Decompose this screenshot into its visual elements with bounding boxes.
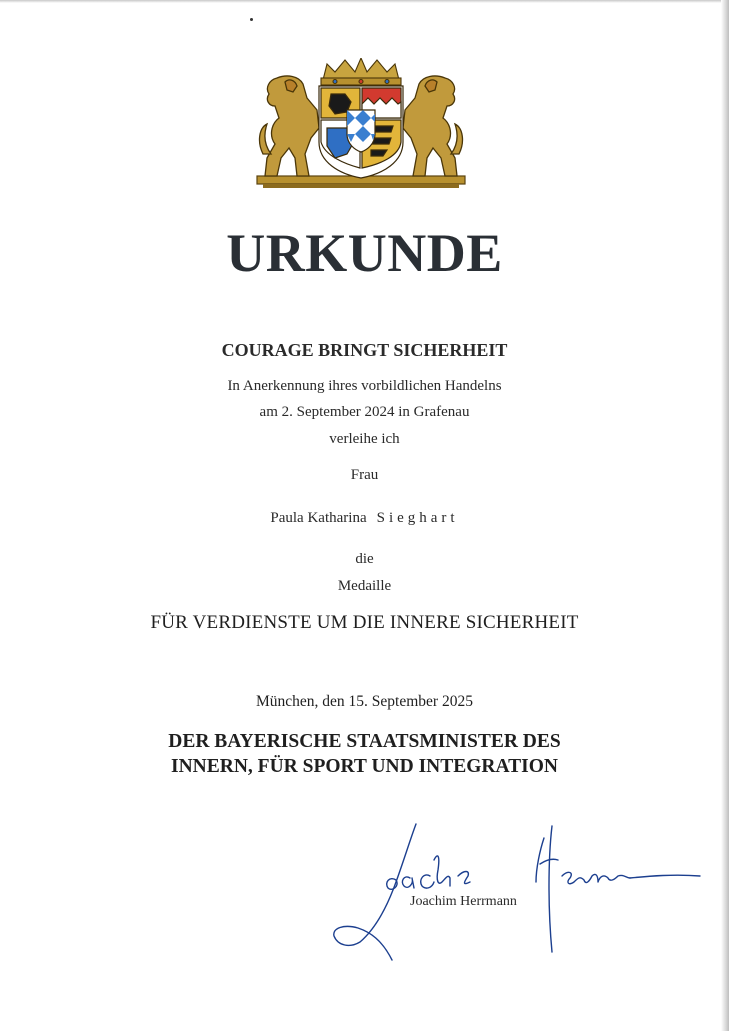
recipient-given-names: Paula Katharina <box>270 510 367 526</box>
place-date: München, den 15. September 2025 <box>256 693 473 710</box>
signatory-name: Joachim Herrmann <box>410 894 517 909</box>
recognition-line-2: am 2. September 2024 in Grafenau <box>259 404 470 420</box>
recognition-line-3: verleihe ich <box>329 431 400 447</box>
certificate-title: URKUNDE <box>226 223 503 283</box>
recipient-salutation: Frau <box>350 467 379 483</box>
award-type: Medaille <box>337 578 392 594</box>
certificate-subtitle: COURAGE BRINGT SICHERHEIT <box>221 340 508 360</box>
issuer-line-2: INNERN, FÜR SPORT UND INTEGRATION <box>170 756 558 777</box>
issuer-line-1: DER BAYERISCHE STAATSMINISTER DES <box>168 731 561 752</box>
award-name: FÜR VERDIENSTE UM DIE INNERE SICHERHEIT <box>150 612 579 633</box>
recognition-line-1: In Anerkennung ihres vorbildlichen Handelns <box>227 378 502 394</box>
bavarian-coat-of-arms-icon <box>255 58 467 192</box>
scan-edge-top <box>0 0 729 3</box>
award-article: die <box>355 551 374 567</box>
scan-speck <box>250 18 253 21</box>
recipient-surname: Sieghart <box>376 510 459 526</box>
issuer-title <box>0 729 729 779</box>
handwritten-signature-icon <box>330 820 710 970</box>
recipient-name <box>0 510 729 527</box>
